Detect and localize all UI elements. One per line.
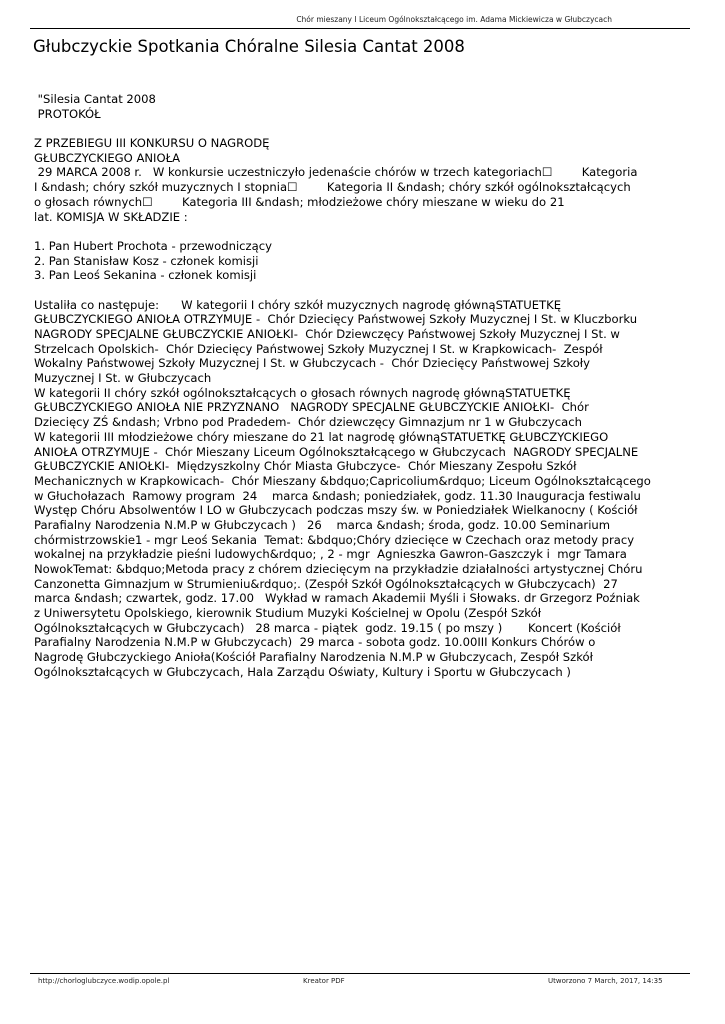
body-line: 29 MARCA 2008 r. W konkursie uczestniczyło jedenaście chórów w trzech kategoriach☐ Kategoria bbox=[34, 165, 638, 180]
body-line: W kategorii II chóry szkół ogólnokształcących o głosach równych nagrodę głównąSTATUETKĘ bbox=[34, 385, 571, 400]
document-body bbox=[34, 92, 684, 680]
blank-line bbox=[34, 224, 684, 239]
body-line: Strzelcach Opolskich- Chór Dziecięcy Państwowej Szkoły Muzycznej I St. w Krapkowicach- Zespół bbox=[34, 341, 603, 356]
body-line: Parafialny Narodzenia N.M.P w Głubczycach) 29 marca - sobota godz. 10.00III Konkurs Chórów o bbox=[34, 635, 596, 650]
body-line: Nagrodę Głubczyckiego Anioła(Kościół Parafialny Narodzenia N.M.P w Głubczycach, Zespół Szkół bbox=[34, 650, 593, 665]
body-line: GŁUBCZYCKIEGO ANIOŁA OTRZYMUJE - Chór Dziecięcy Państwowej Szkoły Muzycznej I St. w Kluczborku bbox=[34, 312, 638, 327]
body-line: "Silesia Cantat 2008 bbox=[34, 92, 156, 106]
body-line: PROTOKÓŁ bbox=[34, 106, 101, 121]
body-line: Z PRZEBIEGU III KONKURSU O NAGRODĘ bbox=[34, 136, 270, 151]
footer-created-date: Utworzono 7 March, 2017, 14:35 bbox=[548, 977, 663, 985]
body-line: Występ Chóru Absolwentów I LO w Głubczycach podczas mszy św. w Poniedziałek Wielkanocny ( Kościół bbox=[34, 503, 638, 518]
body-line: Canzonetta Gimnazjum w Strumieniu&rdquo;. (Zespół Szkół Ogólnokształcących w Głubczycach) 27 bbox=[34, 576, 618, 591]
body-line: w Głuchołazach Ramowy program 24 marca &ndash; poniedziałek, godz. 11.30 Inauguracja festiwalu bbox=[34, 488, 641, 503]
body-line: 3. Pan Leoś Sekanina - członek komisji bbox=[34, 268, 257, 283]
body-line: Parafialny Narodzenia N.M.P w Głubczycach ) 26 marca &ndash; środa, godz. 10.00 Seminarium bbox=[34, 517, 611, 532]
body-line: I &ndash; chóry szkół muzycznych I stopnia☐ Kategoria II &ndash; chóry szkół ogólnokształcących bbox=[34, 180, 631, 195]
footer-generator: Kreator PDF bbox=[303, 977, 345, 985]
body-line: GŁUBCZYCKIE ANIOŁKI- Międzyszkolny Chór Miasta Głubczyce- Chór Mieszany Zespołu Szkół bbox=[34, 459, 577, 474]
body-line: marca &ndash; czwartek, godz. 17.00 Wykład w ramach Akademii Myśli i Słowaks. dr Grzegorz Poźniak bbox=[34, 591, 640, 606]
body-line: Ogólnokształcących w Głubczycach) 28 marca - piątek godz. 19.15 ( po mszy ) Koncert (Kościół bbox=[34, 620, 621, 635]
body-line: Muzycznej I St. w Głubczycach bbox=[34, 371, 212, 386]
document-title: Głubczyckie Spotkania Chóralne Silesia Cantat 2008 bbox=[33, 37, 465, 56]
body-line: Ogólnokształcących w Głubczycach, Hala Zarządu Oświaty, Kultury i Sportu w Głubczycach ) bbox=[34, 664, 571, 679]
footer-divider bbox=[30, 973, 690, 974]
body-line: 2. Pan Stanisław Kosz - członek komisji bbox=[34, 253, 259, 268]
body-line: GŁUBCZYCKIEGO ANIOŁA NIE PRZYZNANO NAGRODY SPECJALNE GŁUBCZYCKIE ANIOŁKI- Chór bbox=[34, 400, 589, 415]
body-line: GŁUBCZYCKIEGO ANIOŁA bbox=[34, 150, 181, 165]
page-header-text: Chór mieszany I Liceum Ogólnokształcącego im. Adama Mickiewicza w Głubczycach bbox=[296, 15, 612, 24]
header-divider bbox=[30, 28, 690, 29]
body-line: W kategorii III młodzieżowe chóry mieszane do 21 lat nagrodę głównąSTATUETKĘ GŁUBCZYCKIEGO bbox=[34, 429, 609, 444]
body-line: chórmistrzowskie1 - mgr Leoś Sekania Temat: &bdquo;Chóry dziecięce w Czechach oraz metody pracy bbox=[34, 532, 635, 547]
body-line: NAGRODY SPECJALNE GŁUBCZYCKIE ANIOŁKI- Chór Dziewczęcy Państwowej Szkoły Muzycznej I St. w bbox=[34, 327, 620, 341]
body-line: Mechanicznych w Krapkowicach- Chór Mieszany &bdquo;Capricolium&rdquo; Liceum Ogólnokształcącego bbox=[34, 473, 651, 488]
body-line: Wokalny Państwowej Szkoły Muzycznej I St. w Głubczycach - Chór Dziecięcy Państwowej Szkoły bbox=[34, 356, 590, 371]
body-line: lat. KOMISJA W SKŁADZIE : bbox=[34, 209, 188, 224]
body-line: o głosach równych☐ Kategoria III &ndash; młodzieżowe chóry mieszane w wieku do 21 bbox=[34, 194, 565, 209]
blank-line bbox=[34, 121, 684, 136]
body-line: ANIOŁA OTRZYMUJE - Chór Mieszany Liceum Ogólnokształcącego w Głubczycach NAGRODY SPECJALNE bbox=[34, 444, 639, 459]
body-line: 1. Pan Hubert Prochota - przewodniczący bbox=[34, 238, 272, 253]
body-line: NowokTemat: &bdquo;Metoda pracy z chórem dziecięcym na przykładzie działalności artystycznej Chóru bbox=[34, 562, 643, 576]
body-line: Dziecięcy ZŚ &ndash; Vrbno pod Pradedem- Chór dziewczęcy Gimnazjum nr 1 w Głubczycach bbox=[34, 415, 582, 430]
blank-line bbox=[34, 283, 684, 298]
body-line: Ustaliła co następuje: W kategorii I chóry szkół muzycznych nagrodę głównąSTATUETKĘ bbox=[34, 297, 562, 312]
body-line: wokalnej na przykładzie pieśni ludowych&rdquo; , 2 - mgr Agnieszka Gawron-Gaszczyk i mgr Tamara bbox=[34, 547, 627, 562]
footer-url[interactable]: http://chorloglubczyce.wodip.opole.pl bbox=[38, 977, 170, 985]
body-line: z Uniwersytetu Opolskiego, kierownik Studium Muzyki Kościelnej w Opolu (Zespół Szkół bbox=[34, 606, 541, 621]
